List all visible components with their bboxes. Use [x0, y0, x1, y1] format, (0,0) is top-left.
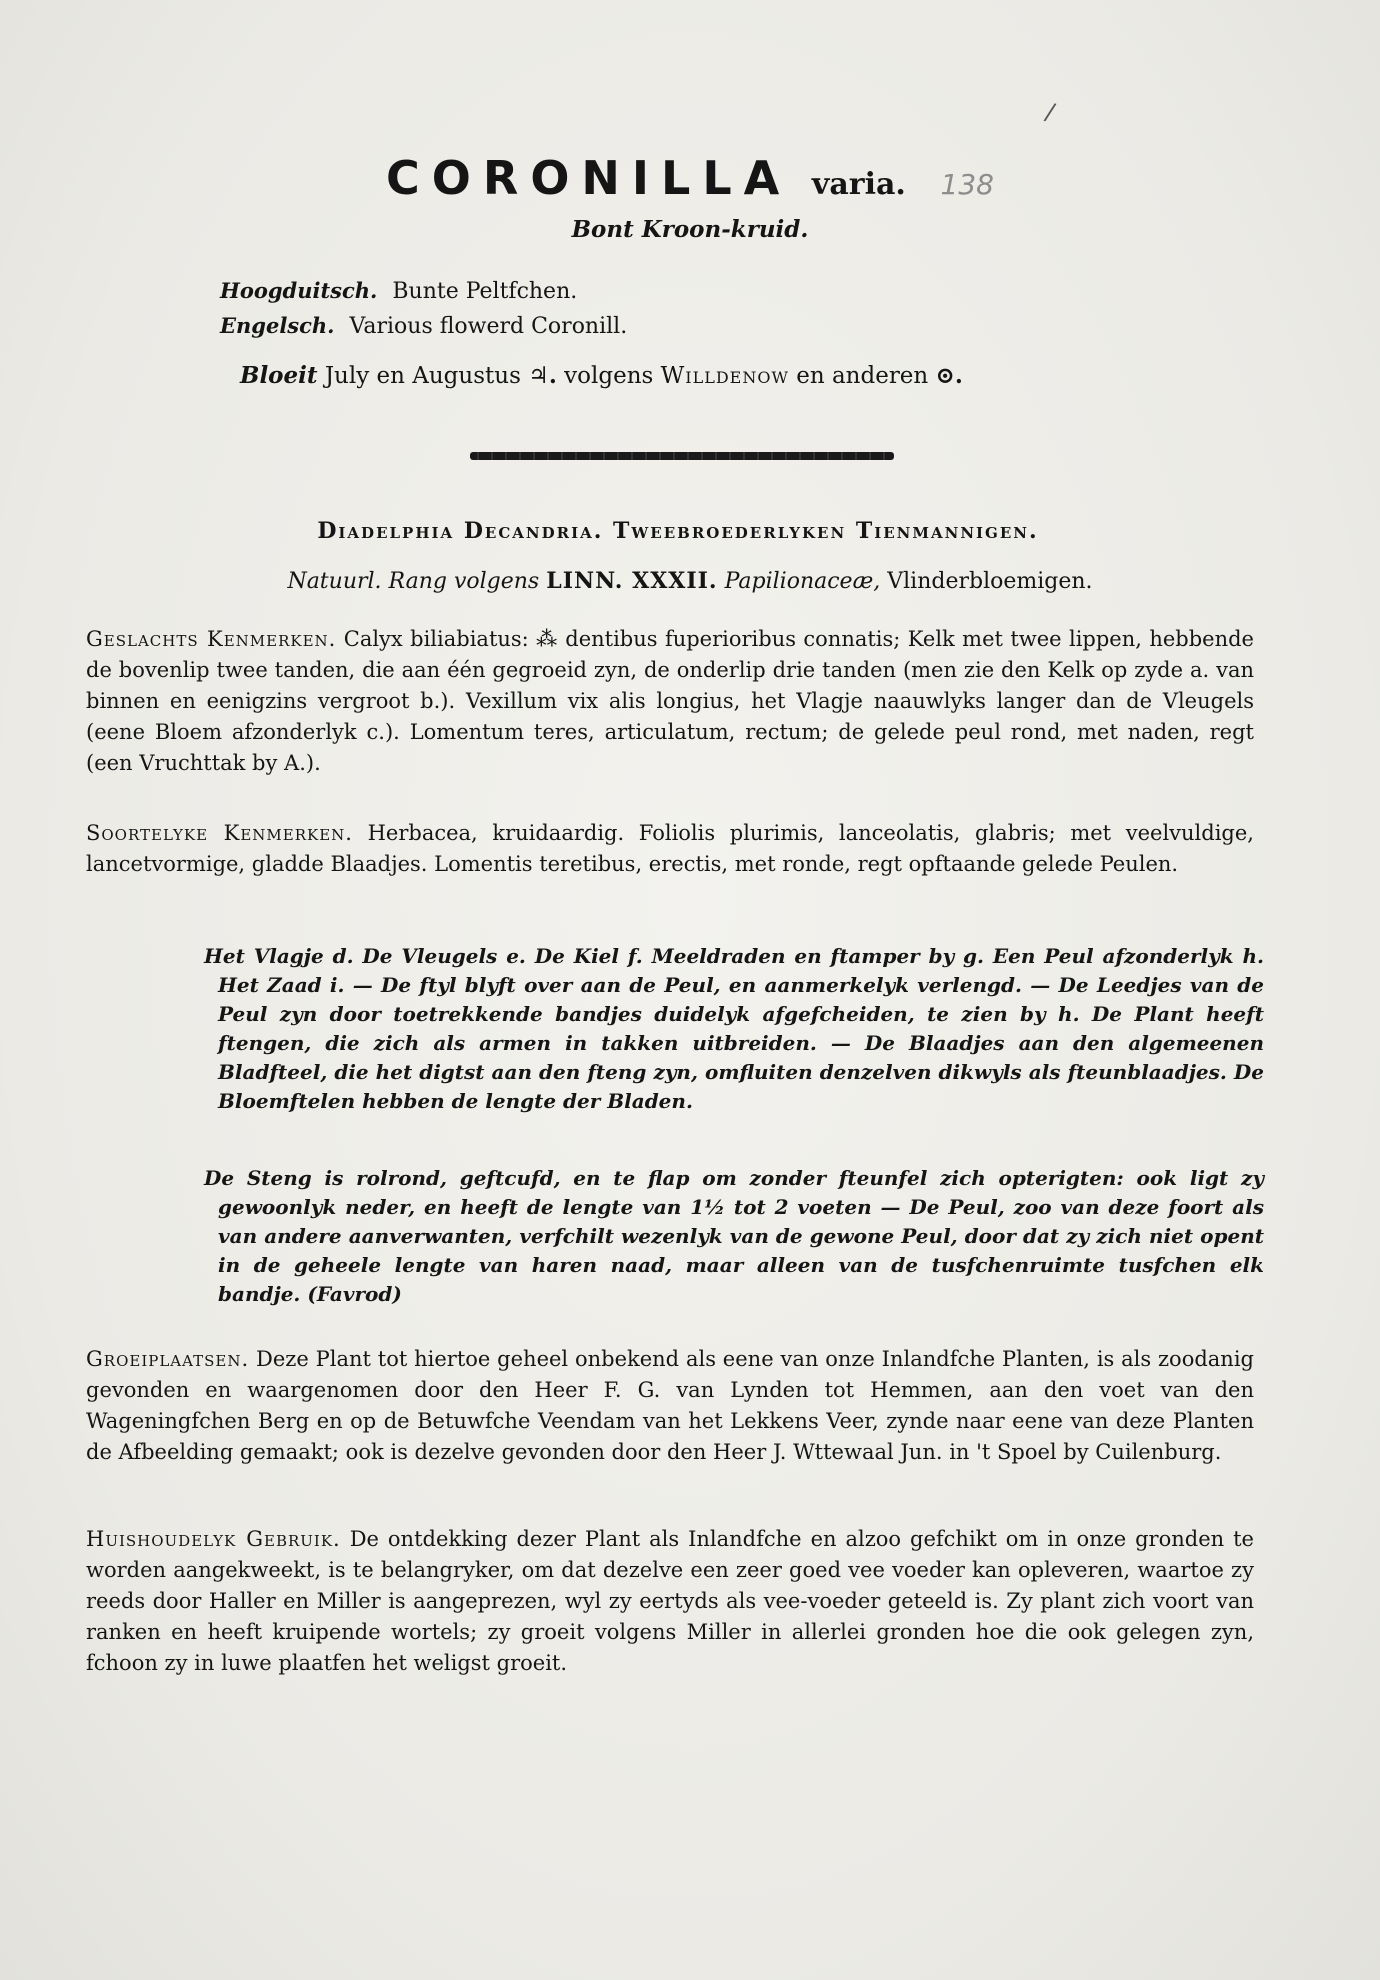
flowering-text-2: en anderen — [796, 363, 929, 389]
rank-label: Natuurl. Rang volgens — [287, 569, 540, 594]
vernacular-names — [220, 274, 627, 344]
pencil-mark: / — [1042, 97, 1058, 127]
vernacular-name: Bunte Peltfchen. — [392, 279, 578, 304]
family-dutch: Vlinderbloemigen. — [887, 569, 1093, 594]
pencil-page-number: 138 — [940, 168, 994, 201]
language-label: Hoogduitsch. — [220, 278, 378, 303]
annual-symbol: ⊙. — [935, 362, 963, 389]
name-german — [220, 274, 627, 309]
ornamental-rule — [470, 452, 894, 460]
section-text: De ontdekking dezer Plant als Inlandfche en alzoo gefchikt om in onze gronden te worden aangekweekt, is te belangryker, om dat dezelve een zeer goed vee voeder kan opleveren, waartoe zy reeds door Haller en Miller is aangeprezen, wyl zy eertyds als vee-voeder geteeld is. Zy plant zich voort van ranken en heeft kruipende wortels; zy groeit volgens Miller in allerlei gronden hoe die ook gelegen zyn, fchoon zy in luwe plaatfen het weligst groeit. — [86, 1527, 1254, 1675]
vernacular-name: Various flowerd Coronill. — [349, 314, 628, 339]
name-english — [220, 309, 627, 344]
section-heading: Geslachts Kenmerken. — [86, 627, 337, 651]
flowering-months: July en Augustus — [324, 363, 521, 389]
economic-use — [86, 1524, 1254, 1679]
natural-rank — [0, 568, 1380, 594]
family-latin: Papilionaceæ, — [724, 569, 881, 594]
linnaean-class: Diadelphia Decandria. Tweebroederlyken Tienmannigen. — [317, 518, 1039, 544]
species-characters — [86, 818, 1254, 880]
dutch-name: Bont Kroon-kruid. — [571, 216, 809, 243]
section-heading: Soortelyke Kenmerken. — [86, 821, 353, 845]
author-name: Willdenow — [660, 363, 789, 389]
section-heading: Huishoudelyk Gebruik. — [86, 1527, 341, 1551]
genus-name: CORONILLA — [386, 151, 792, 205]
flowering-line — [240, 362, 963, 389]
linnaeus-ref: LINN. XXXII. — [546, 568, 718, 594]
species-name: varia. — [811, 167, 906, 202]
section-text: Deze Plant tot hiertoe geheel onbekend als eene van onze Inlandfche Planten, is als zoodanig gevonden en waargenomen door den Heer F. G. van Lynden tot Hemmen, aan den voet van den Wageningfchen Berg en op de Betuwfche Veendam van het Lekkens Veer, zynde naar eene van deze Planten de Afbeelding gemaakt; ook is dezelve gevonden door den Heer J. Wttewaal Jun. in 't Spoel by Cuilenburg. — [86, 1347, 1254, 1464]
section-text: Calyx biliabiatus: ⁂ dentibus fuperioribus connatis; Kelk met twee lippen, hebbende de bovenlip twee tanden, die aan één gegroeid zyn, de onderlip drie tanden (men zie den Kelk op zyde a. van binnen en eenigzins vergroot b.). Vexillum vix alis longius, het Vlagje naauwlyks langer dan de Vleugels (eene Bloem afzonderlyk c.). Lomentum teres, articulatum, rectum; de gelede peul rond, met naden, regt (een Vruchttak by A.). — [86, 627, 1254, 775]
genus-characters — [86, 624, 1254, 779]
section-text: Herbacea, kruidaardig. Foliolis plurimis, lanceolatis, glabris; met veelvuldige, lancetvormige, gladde Blaadjes. Lomentis teretibus, erectis, met ronde, regt opftaande gelede Peulen. — [86, 821, 1254, 876]
stem-notes: De Steng is rolrond, geftcufd, en te flap om zonder fteunfel zich opterigten: ook ligt zy gewoonlyk neder, en heeft de lengte van 1½ tot 2 voeten — De Peul, zoo van deze foort als van andere aanverwanten, verfchilt wezenlyk van de gewone Peul, door dat zy zich niet opent in de geheele lengte van haren naad, maar alleen van de tusfchenruimte tusfchen elk bandje. (Favrod) — [204, 1166, 1264, 1306]
plate-notes: Het Vlagje d. De Vleugels e. De Kiel f. Meeldraden en ftamper by g. Een Peul afzonderlyk h. Het Zaad i. — De ftyl blyft over aan de Peul, en aanmerkelyk verlengd. — De Leedjes van de Peul zyn door toetrekkende bandjes duidelyk afgefcheiden, te zien by h. De Plant heeft ftengen, die zich als armen in takken uitbreiden. — De Blaadjes aan den algemeenen Bladfteel, die het digtst aan den fteng zyn, omfluiten denzelven dikwyls als fteunblaadjes. De Bloemftelen hebben de lengte der Bladen. — [204, 944, 1264, 1113]
growing-places — [86, 1344, 1254, 1468]
flowering-label: Bloeit — [240, 362, 318, 389]
perennial-symbol: ♃. — [528, 362, 557, 389]
flowering-text: volgens — [564, 363, 654, 389]
language-label: Engelsch. — [220, 313, 335, 338]
section-heading: Groeiplaatsen. — [86, 1347, 250, 1371]
page-title — [0, 150, 1380, 213]
